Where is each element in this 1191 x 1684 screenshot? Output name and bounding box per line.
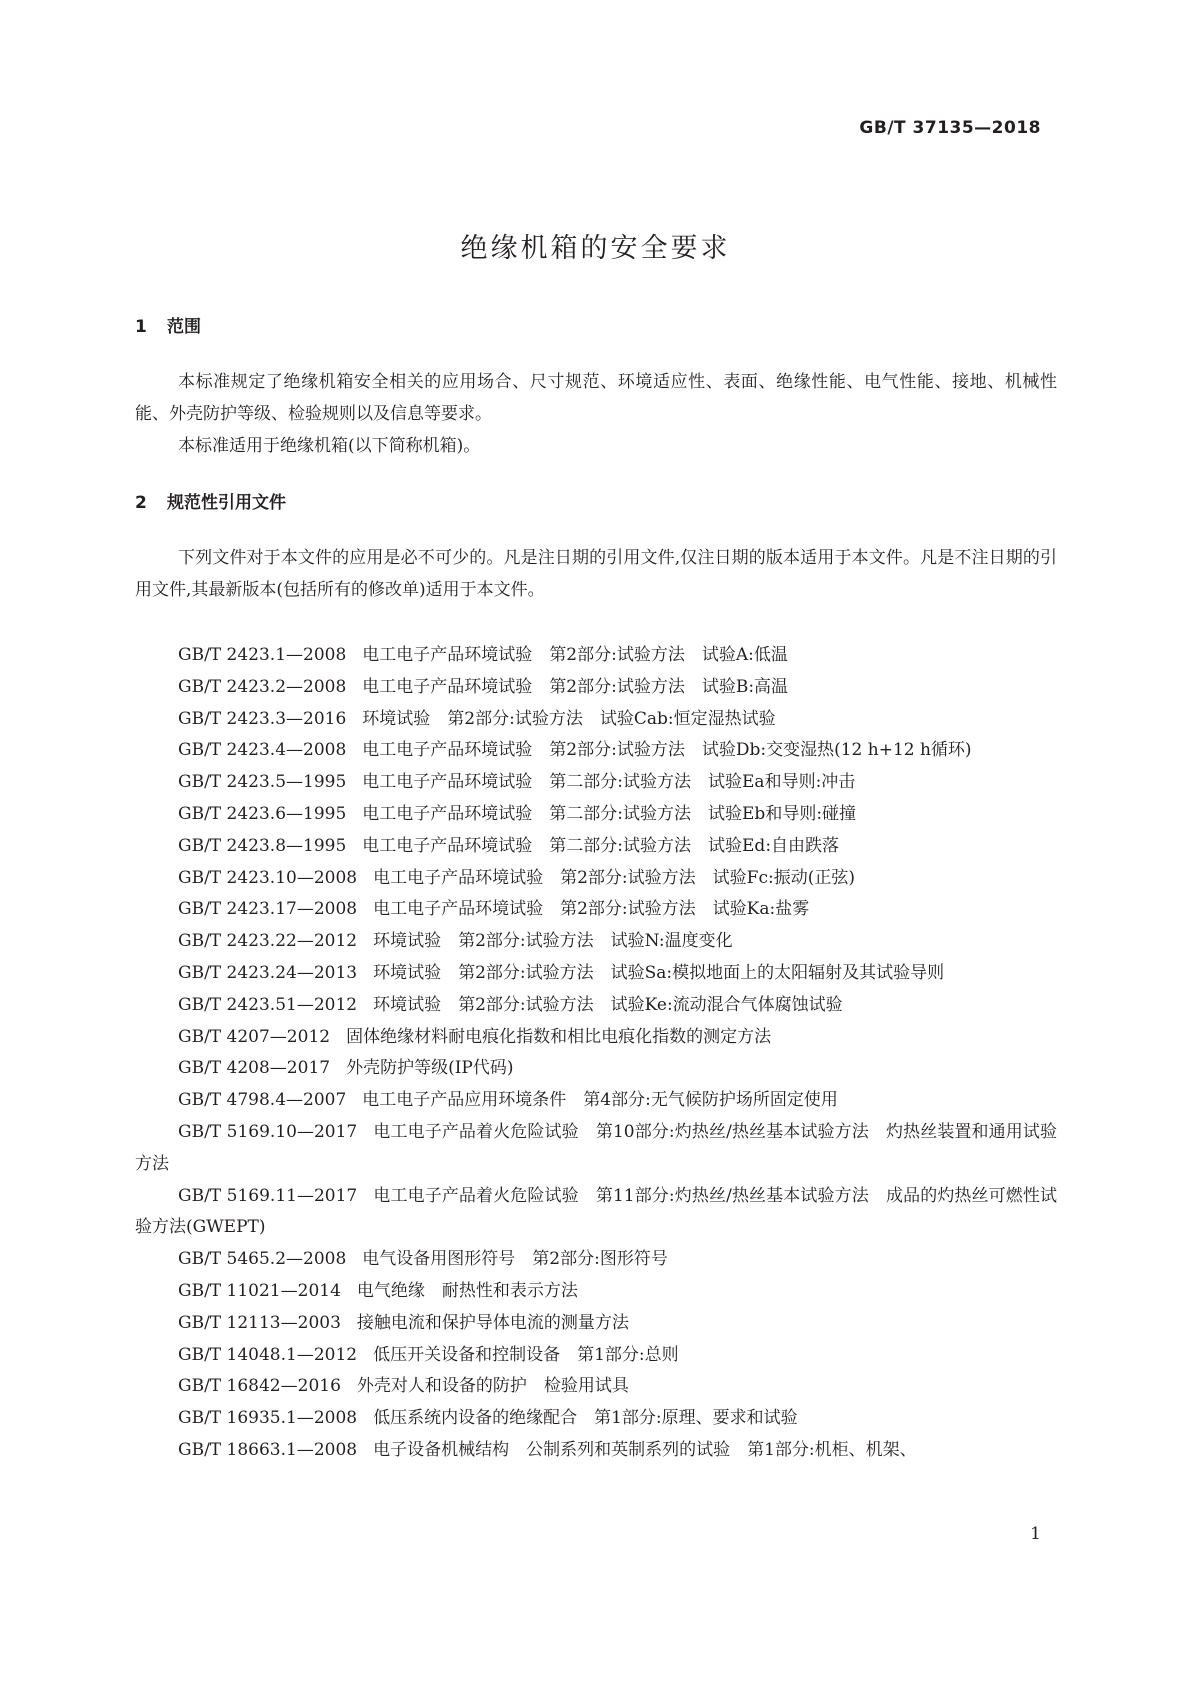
reference-title: 环境试验 第2部分:试验方法 试验N:温度变化 bbox=[373, 931, 733, 952]
reference-item bbox=[135, 958, 1057, 990]
reference-item bbox=[135, 767, 1057, 799]
section-number: 2 bbox=[135, 493, 147, 513]
reference-item bbox=[135, 1403, 1057, 1435]
reference-code: GB/T 2423.17—2008 bbox=[178, 899, 358, 920]
page-number: 1 bbox=[1030, 1524, 1041, 1544]
reference-code: GB/T 2423.4—2008 bbox=[178, 740, 347, 761]
reference-item bbox=[135, 926, 1057, 958]
reference-title: 电工电子产品着火危险试验 第11部分:灼热丝/热丝基本试验方法 成品的灼热丝可燃性试验方法(GWEPT) bbox=[135, 1185, 1058, 1238]
reference-item bbox=[135, 894, 1057, 926]
reference-code: GB/T 11021—2014 bbox=[178, 1280, 341, 1301]
reference-code: GB/T 2423.6—1995 bbox=[178, 803, 347, 824]
reference-item bbox=[135, 1053, 1057, 1085]
references-intro-paragraph: 下列文件对于本文件的应用是必不可少的。凡是注日期的引用文件,仅注日期的版本适用于本文件。凡是不注日期的引用文件,其最新版本(包括所有的修改单)适用于本文件。 bbox=[135, 548, 1057, 600]
reference-item bbox=[135, 1022, 1057, 1054]
section-heading-normative-references bbox=[135, 488, 286, 513]
reference-code: GB/T 16842—2016 bbox=[178, 1376, 341, 1397]
reference-item bbox=[135, 1435, 1057, 1467]
reference-title: 电工电子产品应用环境条件 第4部分:无气候防护场所固定使用 bbox=[362, 1090, 838, 1111]
reference-code: GB/T 2423.5—1995 bbox=[178, 772, 347, 793]
reference-code: GB/T 4208—2017 bbox=[178, 1058, 331, 1079]
reference-title: 电工电子产品环境试验 第二部分:试验方法 试验Ea和导则:冲击 bbox=[362, 772, 856, 793]
reference-item bbox=[135, 735, 1057, 767]
reference-code: GB/T 18663.1—2008 bbox=[178, 1439, 358, 1460]
reference-code: GB/T 12113—2003 bbox=[178, 1312, 341, 1333]
reference-code: GB/T 2423.24—2013 bbox=[178, 962, 358, 983]
reference-item bbox=[135, 1181, 1057, 1245]
reference-title: 电工电子产品环境试验 第二部分:试验方法 试验Eb和导则:碰撞 bbox=[362, 803, 857, 824]
reference-code: GB/T 2423.22—2012 bbox=[178, 931, 358, 952]
reference-code: GB/T 4207—2012 bbox=[178, 1026, 331, 1047]
reference-code: GB/T 5169.10—2017 bbox=[178, 1121, 358, 1142]
document-title: 绝缘机箱的安全要求 bbox=[460, 233, 731, 264]
section-title: 范围 bbox=[167, 317, 201, 337]
reference-item bbox=[135, 1340, 1057, 1372]
scope-paragraph-1: 本标准规定了绝缘机箱安全相关的应用场合、尺寸规范、环境适应性、表面、绝缘性能、电气性能、接地、机械性能、外壳防护等级、检验规则以及信息等要求。 bbox=[135, 372, 1057, 424]
reference-item bbox=[135, 672, 1057, 704]
reference-item bbox=[135, 799, 1057, 831]
reference-code: GB/T 5465.2—2008 bbox=[178, 1249, 347, 1270]
reference-item bbox=[135, 640, 1057, 672]
reference-title: 电工电子产品环境试验 第2部分:试验方法 试验B:高温 bbox=[362, 676, 789, 697]
reference-item bbox=[135, 1276, 1057, 1308]
reference-title: 电工电子产品环境试验 第二部分:试验方法 试验Ed:自由跌落 bbox=[362, 835, 840, 856]
reference-title: 电子设备机械结构 公制系列和英制系列的试验 第1部分:机柜、机架、 bbox=[373, 1439, 917, 1460]
section-title: 规范性引用文件 bbox=[167, 493, 286, 513]
reference-code: GB/T 2423.3—2016 bbox=[178, 708, 347, 729]
reference-code: GB/T 2423.2—2008 bbox=[178, 676, 347, 697]
reference-item bbox=[135, 1371, 1057, 1403]
reference-code: GB/T 2423.51—2012 bbox=[178, 994, 358, 1015]
reference-item bbox=[135, 1244, 1057, 1276]
reference-code: GB/T 5169.11—2017 bbox=[178, 1185, 358, 1206]
reference-code: GB/T 14048.1—2012 bbox=[178, 1344, 358, 1365]
reference-title: 接触电流和保护导体电流的测量方法 bbox=[356, 1312, 629, 1333]
reference-code: GB/T 4798.4—2007 bbox=[178, 1090, 347, 1111]
reference-title: 电工电子产品环境试验 第2部分:试验方法 试验Fc:振动(正弦) bbox=[373, 867, 855, 888]
reference-item bbox=[135, 863, 1057, 895]
reference-item bbox=[135, 704, 1057, 736]
scope-paragraph-2: 本标准适用于绝缘机箱(以下简称机箱)。 bbox=[178, 436, 481, 456]
section-heading-scope bbox=[135, 312, 201, 337]
reference-title: 低压开关设备和控制设备 第1部分:总则 bbox=[373, 1344, 679, 1365]
reference-title: 环境试验 第2部分:试验方法 试验Ke:流动混合气体腐蚀试验 bbox=[373, 994, 843, 1015]
reference-title: 外壳对人和设备的防护 检验用试具 bbox=[356, 1376, 629, 1397]
reference-title: 电工电子产品环境试验 第2部分:试验方法 试验A:低温 bbox=[362, 645, 788, 665]
reference-code: GB/T 2423.10—2008 bbox=[178, 867, 358, 888]
reference-title: 低压系统内设备的绝缘配合 第1部分:原理、要求和试验 bbox=[373, 1408, 798, 1429]
reference-title: 外壳防护等级(IP代码) bbox=[346, 1058, 514, 1079]
reference-title: 电工电子产品着火危险试验 第10部分:灼热丝/热丝基本试验方法 灼热丝装置和通用试验方法 bbox=[135, 1121, 1058, 1174]
reference-code: GB/T 2423.8—1995 bbox=[178, 835, 347, 856]
reference-title: 电工电子产品环境试验 第2部分:试验方法 试验Db:交变湿热(12 h+12 h循环) bbox=[362, 740, 972, 761]
reference-item bbox=[135, 1117, 1057, 1181]
reference-title: 固体绝缘材料耐电痕化指数和相比电痕化指数的测定方法 bbox=[346, 1026, 772, 1047]
reference-title: 环境试验 第2部分:试验方法 试验Sa:模拟地面上的太阳辐射及其试验导则 bbox=[373, 962, 945, 983]
reference-list bbox=[135, 640, 1057, 1467]
standard-code: GB/T 37135—2018 bbox=[859, 118, 1041, 138]
reference-item bbox=[135, 831, 1057, 863]
reference-code: GB/T 2423.1—2008 bbox=[178, 645, 347, 665]
reference-item bbox=[135, 1308, 1057, 1340]
reference-title: 电气设备用图形符号 第2部分:图形符号 bbox=[362, 1249, 668, 1270]
reference-title: 电气绝缘 耐热性和表示方法 bbox=[356, 1280, 578, 1301]
reference-code: GB/T 16935.1—2008 bbox=[178, 1408, 358, 1429]
reference-title: 环境试验 第2部分:试验方法 试验Cab:恒定湿热试验 bbox=[362, 708, 776, 729]
reference-item bbox=[135, 990, 1057, 1022]
reference-item bbox=[135, 1085, 1057, 1117]
section-number: 1 bbox=[135, 317, 147, 337]
reference-title: 电工电子产品环境试验 第2部分:试验方法 试验Ka:盐雾 bbox=[373, 899, 810, 920]
